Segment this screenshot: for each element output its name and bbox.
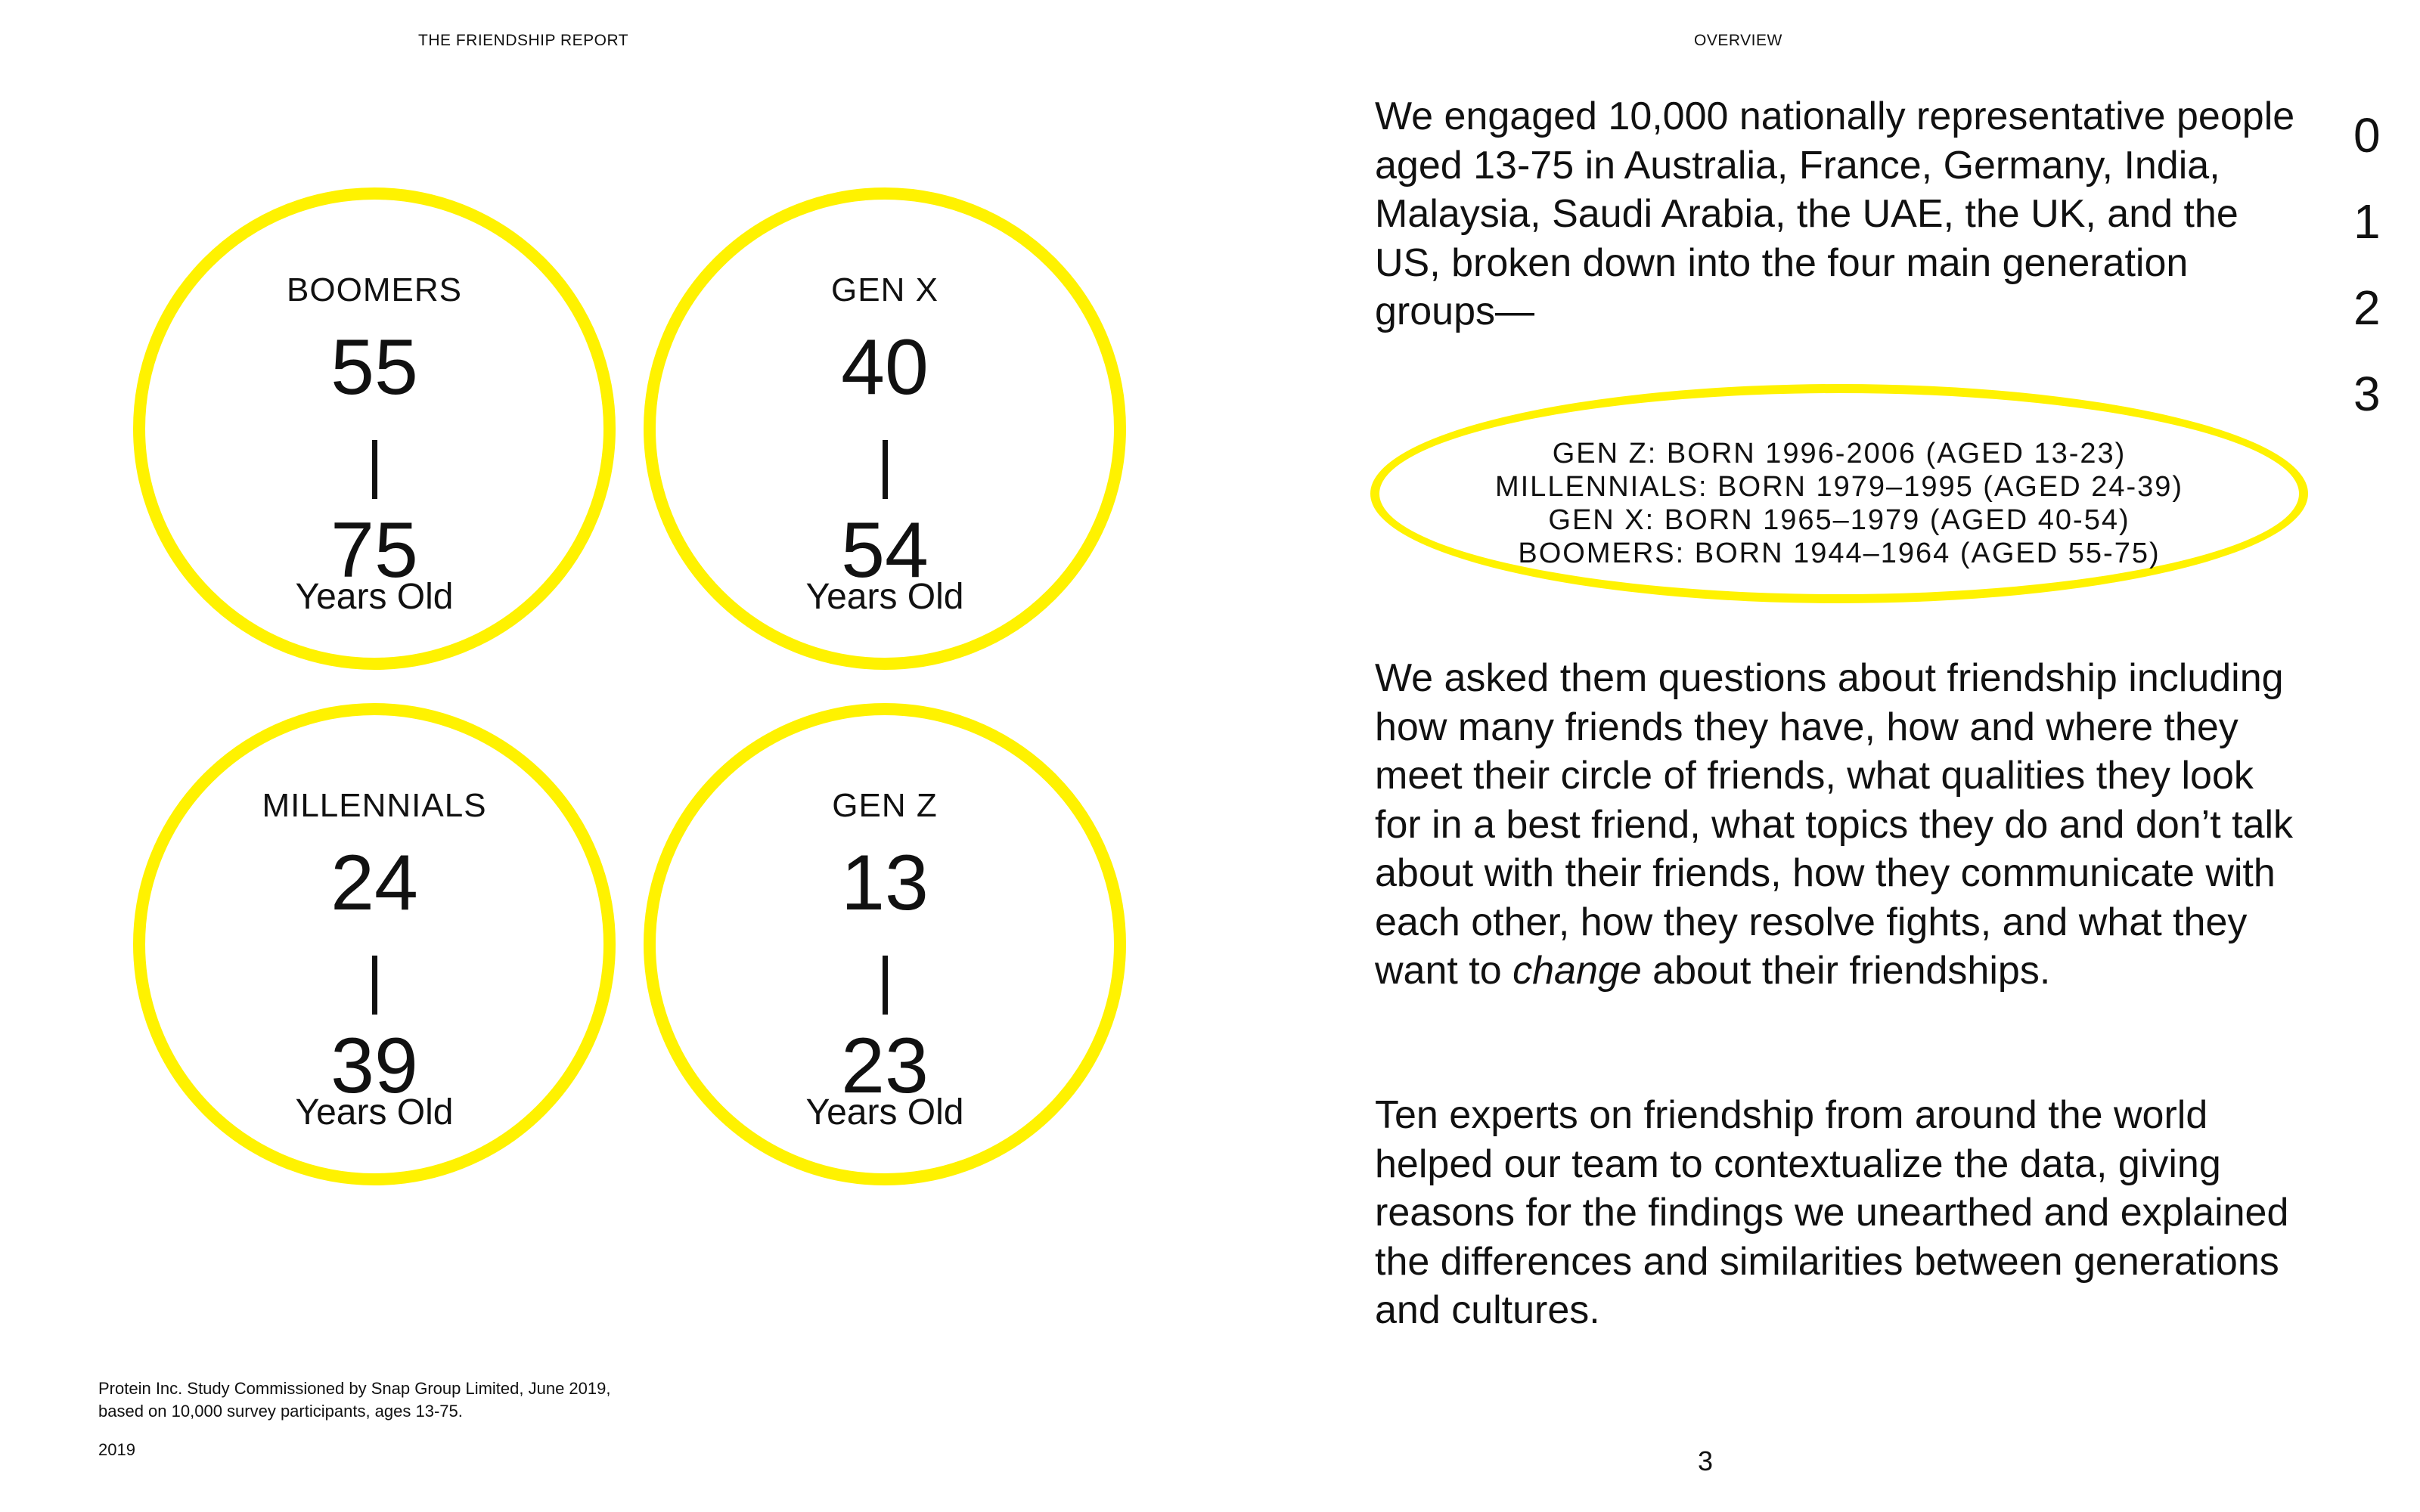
generation-definition: GEN Z: BORN 1996-2006 (AGED 13-23)	[1552, 438, 2127, 469]
age-from: 13	[841, 839, 929, 927]
experts-paragraph: Ten experts on friendship from around the world helped our team to contextualize the data, giving reasons for the findings we unearthed and explained the differences and similarities between generations and cultures.	[1375, 1093, 2289, 1332]
generation-name: MILLENNIALS	[262, 787, 487, 824]
running-header-left: THE FRIENDSHIP REPORT	[418, 32, 629, 49]
generation-definition: MILLENNIALS: BORN 1979–1995 (AGED 24-39)	[1494, 471, 2184, 503]
section-index-number: 3	[2353, 367, 2381, 421]
section-index	[2353, 92, 2381, 437]
report-year: 2019	[98, 1440, 135, 1459]
age-from: 40	[841, 324, 929, 411]
generation-name: BOOMERS	[287, 271, 462, 308]
questions-text: We asked them questions about friendship including how many friends they have, how and where they meet their circle of friends, what qualities they look for in a best friend, what topics they do and don’t talk about with their friends, how they communicate with each other, how they resolve fights, and what they want to	[1375, 656, 2294, 993]
range-divider	[883, 956, 888, 1015]
age-from: 24	[330, 839, 418, 927]
age-to: 54	[841, 507, 929, 594]
generation-definition: BOOMERS: BORN 1944–1964 (AGED 55-75)	[1518, 538, 2161, 569]
questions-paragraph	[1375, 654, 2297, 996]
generation-circle-millennials	[133, 703, 616, 1185]
section-index-number: 2	[2353, 280, 2381, 335]
range-divider	[372, 956, 377, 1015]
generation-circle-boomers	[133, 187, 616, 670]
generation-name: GEN Z	[832, 787, 938, 824]
questions-text-end: about their friendships.	[1641, 949, 2051, 993]
generation-circle-gen-z	[644, 703, 1126, 1185]
section-index-number: 1	[2353, 194, 2381, 249]
intro-paragraph: We engaged 10,000 nationally representative people aged 13-75 in Australia, France, Germany, India, Malaysia, Saudi Arabia, the UAE, the UK, and the US, broken down into the four main generation groups—	[1375, 94, 2295, 333]
age-unit: Years Old	[295, 577, 454, 617]
source-footnote	[98, 1377, 610, 1423]
age-unit: Years Old	[805, 1092, 964, 1132]
running-header-right: OVERVIEW	[1694, 32, 1782, 49]
age-unit: Years Old	[805, 577, 964, 617]
age-to: 75	[330, 507, 418, 594]
footnote-line: Protein Inc. Study Commissioned by Snap Group Limited, June 2019,	[98, 1379, 611, 1398]
generation-definitions-ellipse	[1370, 384, 2308, 603]
generation-name: GEN X	[831, 271, 939, 308]
footnote-line: based on 10,000 survey participants, ages 13-75.	[98, 1402, 463, 1421]
section-index-number: 0	[2353, 108, 2381, 163]
generation-definition: GEN X: BORN 1965–1979 (AGED 40-54)	[1548, 504, 2130, 536]
page-number: 3	[1698, 1445, 1714, 1476]
range-divider	[883, 440, 888, 499]
age-to: 23	[841, 1022, 929, 1110]
emphasis-word: change	[1512, 949, 1642, 993]
age-from: 55	[330, 324, 418, 411]
age-unit: Years Old	[295, 1092, 454, 1132]
age-to: 39	[330, 1022, 418, 1110]
range-divider	[372, 440, 377, 499]
generation-circle-gen-x	[644, 187, 1126, 670]
